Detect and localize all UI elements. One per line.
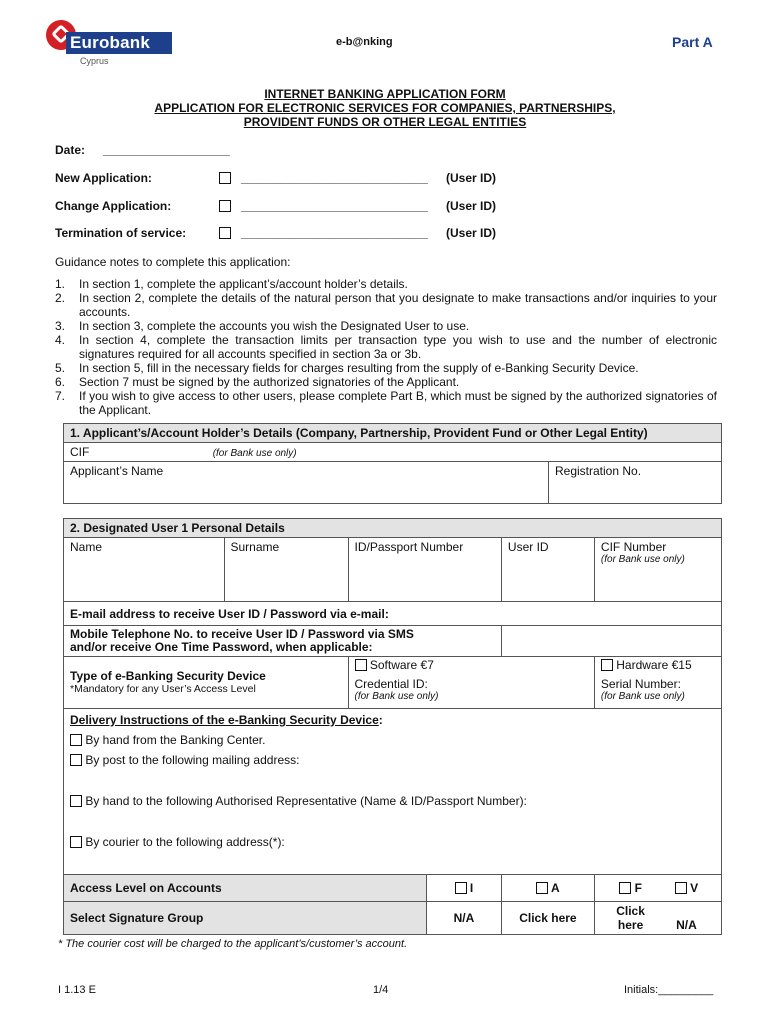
hardware-cell[interactable] <box>594 657 721 709</box>
delivery-hand-checkbox[interactable] <box>70 734 82 746</box>
device-mandatory-note: *Mandatory for any User’s Access Level <box>70 683 256 695</box>
new-application-label: New Application: <box>55 171 152 185</box>
delivery-hand-label: By hand from the Banking Center. <box>85 733 266 747</box>
user-id-label: User ID <box>507 540 549 554</box>
sig-option-i: N/A <box>426 902 501 935</box>
date-label: Date: <box>55 143 86 157</box>
section2-table <box>63 518 722 935</box>
form-code: I 1.13 E <box>58 984 96 996</box>
access-level-v-label: V <box>690 881 699 895</box>
credential-bank-use: (for Bank use only) <box>354 691 439 702</box>
guidance-item: 6. Section 7 must be signed by the authorized signatories of the Applicant. <box>55 375 460 389</box>
cif-number-label: CIF Number <box>600 540 667 554</box>
access-level-i[interactable] <box>426 875 501 902</box>
change-application-label: Change Application: <box>55 199 172 213</box>
form-title-line2: APPLICATION FOR ELECTRONIC SERVICES FOR COMPANIES, PARTNERSHIPS, <box>154 101 616 115</box>
software-cell[interactable] <box>348 657 594 709</box>
page-number: 1/4 <box>373 984 389 996</box>
registration-label: Registration No. <box>555 464 642 478</box>
section2-heading: 2. Designated User 1 Personal Details <box>64 519 722 538</box>
delivery-cell <box>64 709 722 875</box>
software-label: Software €7 <box>369 658 434 672</box>
user-id-cell[interactable] <box>501 538 594 602</box>
guidance-list <box>55 277 717 417</box>
surname-label: Surname <box>230 540 280 554</box>
email-cell[interactable] <box>64 602 722 626</box>
new-application-userid-field[interactable]: ____________________________ <box>241 171 428 185</box>
courier-note: * The courier cost will be charged to the applicant’s/customer’s account. <box>58 938 408 950</box>
termination-label: Termination of service: <box>55 226 187 240</box>
serial-bank-use: (for Bank use only) <box>600 691 685 702</box>
part-label: Part A <box>672 34 713 50</box>
section1-heading: 1. Applicant’s/Account Holder’s Details (Company, Partnership, Provident Fund or Other Legal Entity) <box>64 424 722 443</box>
logo-text: Eurobank <box>70 33 151 52</box>
access-level-f-label: F <box>634 881 642 895</box>
cif-cell[interactable] <box>64 443 722 462</box>
delivery-post-checkbox[interactable] <box>70 754 82 766</box>
delivery-courier-label: By courier to the following address(*): <box>85 835 285 849</box>
guidance-item: 3. In section 3, complete the accounts you wish the Designated User to use. <box>55 319 470 333</box>
section1-table <box>63 423 722 504</box>
mobile-label: Mobile Telephone No. to receive User ID / Password via SMS <box>70 627 414 641</box>
new-application-userid-label: (User ID) <box>446 171 497 185</box>
termination-userid-field[interactable]: ____________________________ <box>241 226 428 240</box>
termination-checkbox[interactable] <box>219 227 231 239</box>
credential-label: Credential ID: <box>354 677 428 691</box>
access-level-a-checkbox[interactable] <box>536 882 548 894</box>
guidance-item: 1. In section 1, complete the applicant’s/account holder’s details. <box>55 277 408 291</box>
delivery-heading: Delivery Instructions of the e-Banking Security Device <box>70 713 379 727</box>
logo-subtitle: Cyprus <box>80 56 109 66</box>
cif-number-bank-use: (for Bank use only) <box>600 554 685 565</box>
device-type-cell <box>64 657 349 709</box>
change-application-userid-field[interactable]: ____________________________ <box>241 199 428 213</box>
signature-group-label: Select Signature Group <box>64 902 427 935</box>
sig-option-a-dropdown[interactable]: Click here <box>501 902 594 935</box>
hardware-label: Hardware €15 <box>616 658 692 672</box>
surname-cell[interactable] <box>224 538 348 602</box>
access-level-i-checkbox[interactable] <box>455 882 467 894</box>
name-cell[interactable] <box>64 538 225 602</box>
passport-cell[interactable] <box>348 538 501 602</box>
cif-label: CIF <box>70 445 90 459</box>
delivery-courier-checkbox[interactable] <box>70 836 82 848</box>
mobile-label-cell <box>64 626 502 657</box>
access-level-a[interactable] <box>501 875 594 902</box>
delivery-post-label: By post to the following mailing address: <box>85 753 300 767</box>
change-application-checkbox[interactable] <box>219 200 231 212</box>
guidance-item: 2. In section 2, complete the details of the natural person that you designate to make transactions and/or inquiries to your accounts. <box>55 291 717 319</box>
cif-bank-use: (for Bank use only) <box>212 448 297 459</box>
form-title: INTERNET BANKING APPLICATION FORM <box>264 87 506 101</box>
guidance-item: 5. In section 5, fill in the necessary fields for charges resulting from the supply of e-Banking Security Device. <box>55 361 639 375</box>
delivery-representative-label: By hand to the following Authorised Representative (Name & ID/Passport Number): <box>85 794 527 808</box>
cif-number-cell[interactable] <box>594 538 721 602</box>
mobile-label-line2: and/or receive One Time Password, when applicable: <box>70 640 373 654</box>
passport-label: ID/Passport Number <box>354 540 464 554</box>
form-title-line3: PROVIDENT FUNDS OR OTHER LEGAL ENTITIES <box>243 115 527 129</box>
guidance-item: 7. If you wish to give access to other users, please complete Part B, which must be signed by the authorized signatories of the Applicant. <box>55 389 717 417</box>
access-level-a-label: A <box>551 881 560 895</box>
applicant-name-cell[interactable] <box>64 462 549 504</box>
sig-option-f-dropdown[interactable]: Click here <box>616 904 645 932</box>
access-level-label: Access Level on Accounts <box>64 875 427 902</box>
change-application-userid-label: (User ID) <box>446 199 497 213</box>
access-level-f-checkbox[interactable] <box>619 882 631 894</box>
sig-option-f-v[interactable] <box>594 902 721 935</box>
guidance-item: 4. In section 4, complete the transaction limits per transaction type you wish to use and the number of electronic signatures required for all accounts specified in section 3a or 3b. <box>55 333 717 361</box>
access-level-f-v[interactable] <box>594 875 721 902</box>
sig-option-v: N/A <box>676 918 697 932</box>
termination-userid-label: (User ID) <box>446 226 497 240</box>
software-checkbox[interactable] <box>355 659 367 671</box>
access-level-v-checkbox[interactable] <box>675 882 687 894</box>
guidance-heading: Guidance notes to complete this application: <box>55 255 291 269</box>
service-name: e-b@nking <box>336 36 393 48</box>
device-type-label: Type of e-Banking Security Device <box>70 669 266 683</box>
initials-field[interactable]: Initials:_________ <box>624 984 714 996</box>
delivery-heading-colon: : <box>378 713 383 727</box>
email-label: E-mail address to receive User ID / Password via e-mail: <box>70 606 389 621</box>
access-level-i-label: I <box>469 881 474 895</box>
mobile-field[interactable] <box>501 626 721 657</box>
applicant-name-label: Applicant’s Name <box>70 464 164 478</box>
hardware-checkbox[interactable] <box>601 659 613 671</box>
serial-label: Serial Number: <box>600 677 681 691</box>
delivery-representative-checkbox[interactable] <box>70 795 82 807</box>
registration-cell[interactable] <box>549 462 722 504</box>
date-field[interactable]: ___________________ <box>103 143 230 157</box>
new-application-checkbox[interactable] <box>219 172 231 184</box>
name-label: Name <box>70 540 103 554</box>
